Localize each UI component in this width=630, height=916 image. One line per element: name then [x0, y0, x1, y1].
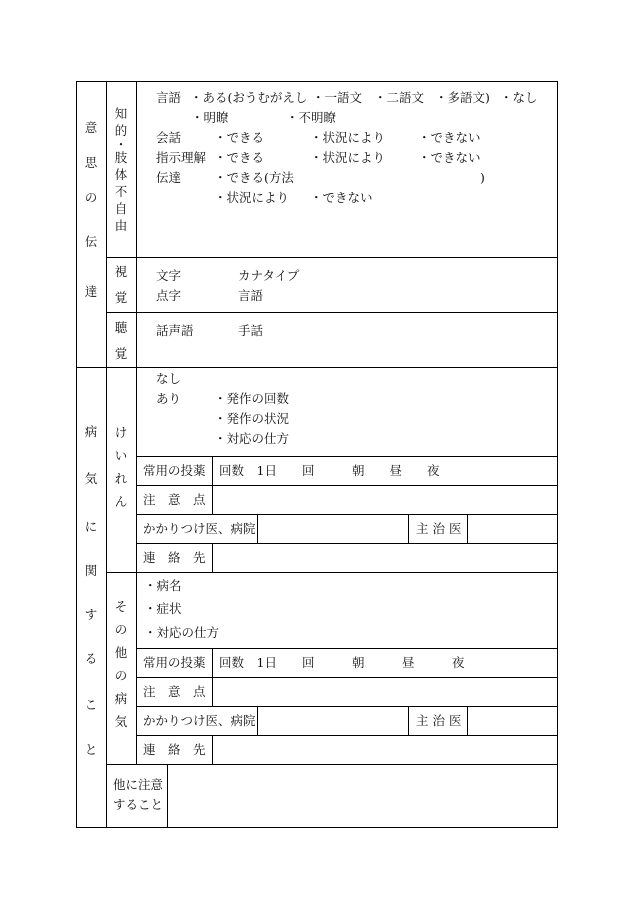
seizure-contact-label: 連 絡 先	[143, 550, 206, 565]
seizure-doctor-label: かかりつけ医、病院	[143, 521, 256, 536]
row-line-s-note	[136, 485, 558, 486]
language-unclear: ・不明瞭	[286, 110, 337, 125]
instruction-depends: ・状況により	[310, 150, 386, 165]
extra-notes-label-2: すること	[113, 797, 164, 812]
table-border-left	[76, 81, 77, 828]
seizure-label: け い れ ん	[114, 425, 128, 509]
col-line-o-e	[212, 735, 213, 764]
col-line-o-a	[212, 648, 213, 706]
row-line-extra-top	[106, 764, 558, 765]
comm-category-label: 意 思 の 伝 達	[84, 120, 98, 299]
col-line-s-d	[467, 514, 468, 543]
seizure-response: ・対応の仕方	[214, 431, 290, 446]
seizure-chief-doctor-label: 主 治 医	[416, 521, 462, 536]
other-contact-label: 連 絡 先	[143, 742, 206, 757]
row-line-o-contact	[136, 735, 558, 736]
row-line-o-note	[136, 677, 558, 678]
hearing-oral: 話声語	[156, 323, 194, 338]
hearing-label: 聴 覚	[114, 320, 128, 361]
other-doctor-label: かかりつけ医、病院	[143, 713, 256, 728]
illness-category-label: 病 気 に 関 す る こ と	[84, 424, 98, 757]
col-line-o-b	[257, 706, 258, 735]
instruction-cannot: ・できない	[418, 150, 481, 165]
subcategory-divider	[136, 81, 137, 764]
visual-braille-value: 言語	[238, 288, 264, 303]
intellectual-label: 知 的 ・ 肢 体 不 自 由	[114, 106, 128, 233]
seizure-notes-label: 注 意 点	[143, 492, 206, 507]
other-illness-response: ・対応の仕方	[144, 625, 220, 640]
row-line-s-med	[136, 456, 558, 457]
col-line-o-d	[467, 706, 468, 735]
conversation-cannot: ・できない	[418, 130, 481, 145]
row-line-s-contact	[136, 543, 558, 544]
other-medication-value: 回数 1日 回 朝 昼 夜	[219, 655, 465, 670]
language-clear: ・明瞭	[191, 110, 229, 125]
other-illness-symptom: ・症状	[144, 601, 182, 616]
col-line-s-c	[408, 514, 409, 543]
col-line-o-c	[408, 706, 409, 735]
other-medication-label: 常用の投薬	[143, 655, 206, 670]
seizure-state: ・発作の状況	[214, 411, 290, 426]
hearing-sign: 手話	[238, 323, 264, 338]
visual-braille-label: 点字	[156, 288, 182, 303]
seizure-medication-label: 常用の投薬	[143, 463, 206, 478]
category-divider	[106, 81, 107, 828]
row-line-hearing-top	[106, 312, 558, 313]
instruction-label: 指示理解	[156, 150, 207, 165]
other-illness-label: そ の 他 の 病 気	[114, 599, 128, 729]
row-line-illness-top	[76, 367, 558, 368]
row-line-s-doctor	[136, 514, 558, 515]
convey-depends: ・状況により	[214, 190, 290, 205]
seizure-none: なし	[156, 371, 182, 386]
conversation-label: 会話	[156, 130, 182, 145]
table-border-right	[557, 81, 558, 828]
convey-cannot: ・できない	[310, 190, 373, 205]
visual-label: 視 覚	[114, 264, 128, 305]
col-line-s-a	[212, 456, 213, 514]
conversation-depends: ・状況により	[310, 130, 386, 145]
extra-notes-label-1: 他に注意	[113, 777, 164, 792]
language-option-none: ・なし	[500, 90, 538, 105]
col-line-s-b	[257, 514, 258, 543]
visual-text-label: 文字	[156, 268, 182, 283]
language-label: 言語	[156, 90, 182, 105]
convey-method-close: )	[480, 170, 485, 185]
table-border-top	[76, 81, 558, 82]
row-line-o-med	[136, 648, 558, 649]
language-option-echolalia: ・ある(おうむがえし	[190, 90, 308, 105]
row-line-o-doctor	[136, 706, 558, 707]
language-option-one-word: ・一語文	[312, 90, 363, 105]
seizure-medication-value: 回数 1日 回 朝 昼 夜	[219, 463, 440, 478]
other-illness-name: ・病名	[144, 578, 182, 593]
convey-can-method: ・できる(方法	[214, 170, 294, 185]
other-notes-label: 注 意 点	[143, 684, 206, 699]
visual-text-value: カナタイプ	[238, 268, 300, 283]
convey-label: 伝達	[156, 170, 182, 185]
conversation-can: ・できる	[214, 130, 265, 145]
seizure-frequency: ・発作の回数	[214, 391, 290, 406]
row-line-other-top	[106, 572, 558, 573]
instruction-can: ・できる	[214, 150, 265, 165]
row-line-visual-top	[106, 257, 558, 258]
language-option-two-word: ・二語文	[374, 90, 425, 105]
col-line-extra	[167, 764, 168, 828]
table-border-bottom	[76, 827, 558, 828]
seizure-yes: あり	[156, 391, 182, 406]
language-option-multi-word: ・多語文)	[435, 90, 490, 105]
other-chief-doctor-label: 主 治 医	[416, 713, 462, 728]
col-line-s-e	[212, 543, 213, 572]
